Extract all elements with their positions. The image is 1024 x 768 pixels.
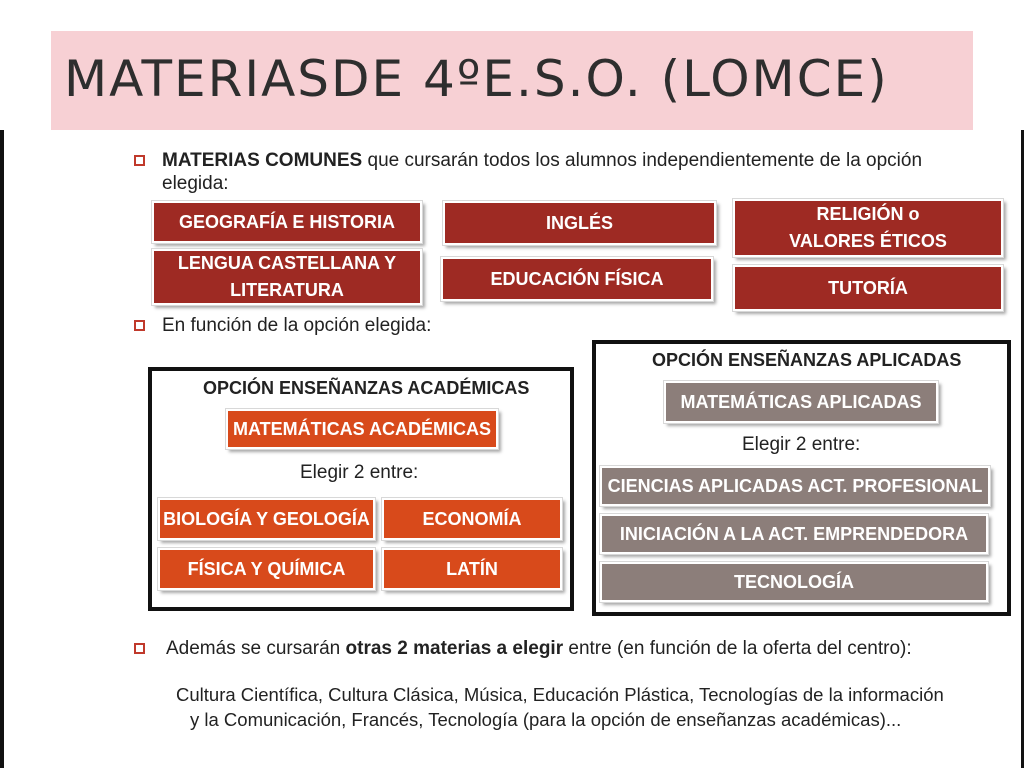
bullet-icon	[134, 320, 145, 331]
academicas-elegir: Elegir 2 entre:	[300, 462, 419, 483]
aplicadas-title: OPCIÓN ENSEÑANZAS APLICADAS	[652, 350, 962, 370]
subject-ciencias-aplicadas: CIENCIAS APLICADAS ACT. PROFESIONAL	[600, 466, 990, 506]
subject-lengua: LENGUA CASTELLANA Y LITERATURA	[152, 249, 422, 305]
intro-text	[162, 149, 982, 195]
academicas-title: OPCIÓN ENSEÑANZAS ACADÉMICAS	[203, 378, 530, 398]
subject-tecnologia: TECNOLOGÍA	[600, 562, 988, 602]
subject-matematicas-aplicadas: MATEMÁTICAS APLICADAS	[664, 381, 938, 423]
bullet-icon	[134, 155, 145, 166]
subject-economia: ECONOMÍA	[382, 498, 562, 540]
left-border	[0, 130, 4, 768]
intro-rest: que cursarán todos los alumnos independientemente de la opción	[362, 150, 923, 171]
bullet-icon	[134, 643, 145, 654]
intro-line2: elegida:	[162, 173, 229, 194]
subject-latin: LATÍN	[382, 548, 562, 590]
subject-ingles: INGLÉS	[443, 201, 716, 245]
opcion-intro-text: En función de la opción elegida:	[162, 315, 432, 336]
subject-geografia: GEOGRAFÍA E HISTORIA	[152, 201, 422, 243]
ademas-text: Además se cursarán otras 2 materias a elegir entre (en función de la oferta del centro):	[166, 638, 912, 659]
aplicadas-elegir: Elegir 2 entre:	[742, 434, 861, 455]
subject-biologia: BIOLOGÍA Y GEOLOGÍA	[158, 498, 375, 540]
ademas-list-line2: y la Comunicación, Francés, Tecnología (para la opción de enseñanzas académicas)...	[190, 709, 902, 730]
page-title: MATERIASDE 4ºE.S.O. (LOMCE)	[64, 50, 889, 108]
subject-educacion-fisica: EDUCACIÓN FÍSICA	[441, 257, 713, 301]
subject-fisica: FÍSICA Y QUÍMICA	[158, 548, 375, 590]
subject-matematicas-academicas: MATEMÁTICAS ACADÉMICAS	[226, 409, 498, 449]
subject-tutoria: TUTORÍA	[733, 265, 1003, 311]
ademas-list-line1: Cultura Científica, Cultura Clásica, Música, Educación Plástica, Tecnologías de la información	[176, 684, 944, 705]
intro-bold: MATERIAS COMUNES	[162, 150, 363, 171]
subject-religion: RELIGIÓN o VALORES ÉTICOS	[733, 199, 1003, 257]
subject-iniciacion: INICIACIÓN A LA ACT. EMPRENDEDORA	[600, 514, 988, 554]
